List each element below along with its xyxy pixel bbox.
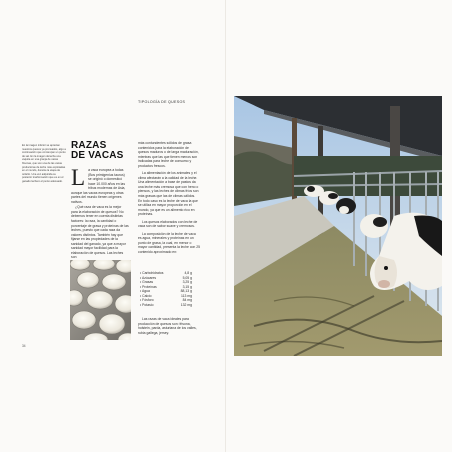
paragraph: Las razas de vaca ideales para producción de quesos son: frisona, holstein, parda, asturiana de los valles, rubia gallega, jersey. <box>138 317 197 335</box>
title-line-1: RAZAS <box>71 140 107 151</box>
nutrition-list <box>140 271 192 307</box>
list-item: • Azúcares 5,05 g <box>140 276 192 281</box>
paragraph: La alimentación de los animales y el clima afectarán a la calidad de la leche. Una alimentación a base de pastos da una leche más cremosa que con heno o piensos, y las leches de climas fríos son más grasas que las de climas cálidos. En todo caso es la leche de vaca la que se utiliza en mayor proporción en el mundo, ya que es un alimento rico en proteínas. <box>138 171 199 217</box>
list-item: • Proteínas 3,15 g <box>140 285 192 290</box>
cows-barn-photo <box>234 96 442 356</box>
list-item: • Carbohidratos 4,8 g <box>140 271 192 276</box>
body-column-2-end <box>138 317 200 335</box>
page-number: 34 <box>22 344 26 348</box>
list-item: • Fósforo 84 mg <box>140 298 192 303</box>
list-item: • Calcio 113 mg <box>140 294 192 299</box>
paragraph: Los quesos elaborados con leche de vaca son de sabor suave y cremosos. <box>138 219 198 229</box>
page-gutter <box>225 0 226 452</box>
cheese-photo <box>70 260 131 340</box>
title-line-2: DE VACAS <box>71 150 124 161</box>
paragraph: más contundentes sólidos de grasa contenidos para la elaboración de quesos maduros o de larga maduración, mientras que las que tienen menos son indicadas para leche de consumo y productos frescos. <box>138 141 199 168</box>
body-column-1 <box>71 165 129 261</box>
article-title <box>71 141 131 161</box>
body-column-2 <box>138 141 200 258</box>
drop-cap: L <box>71 165 86 190</box>
list-item: • Potasio 132 mg <box>140 303 192 308</box>
list-item: • Agua 88,13 g <box>140 289 192 294</box>
paragraph: ¿Qué raza de vaca es la mejor para la elaboración de quesos? No debemos tener en cuenta distintas factores: la raza, la cantidad o porcentaje de grasa y proteínas de las leches, puesto que cada raza da valores distintos. También hay que fijarse en las propiedades de la sanidad del ganado, ya que a mayor sanidad mayor facilidad para la elaboración de quesos. Las leches son <box>71 205 129 260</box>
paragraph: La composición de la leche de vaca es agua, minerales y proteínas en un punto de grasa, la cual, en menor o mayor cantidad, presenta la leche con 25 contenido aproximado en: <box>138 231 201 255</box>
image-caption: En la imagen inferior se aprecian nuestros quesos ya prensados, algo a continuación que comiençan un punto de sal. En la imagen derecha una vaquita en una granja de vacas frisonas, que son una de las vacas productoras de leche más explotadas en el mundo, durante la etapa de ordeño. Una vez adquirida su posterior trasformación que es en el ganado lechero el punto adecuado. <box>22 144 66 183</box>
section-header: TIPOLOGÍA DE QUESOS <box>138 100 186 104</box>
paragraph: La vaca europea a todas (Bos primigenius taurus) se originó o domesticó hace 10.000 años en las tribus modernas de Asia, aunque las vacas europeas y otras partes del mundo tienen orígenes nativos. <box>71 165 126 204</box>
list-item: • Grasas 3,25 g <box>140 280 192 285</box>
